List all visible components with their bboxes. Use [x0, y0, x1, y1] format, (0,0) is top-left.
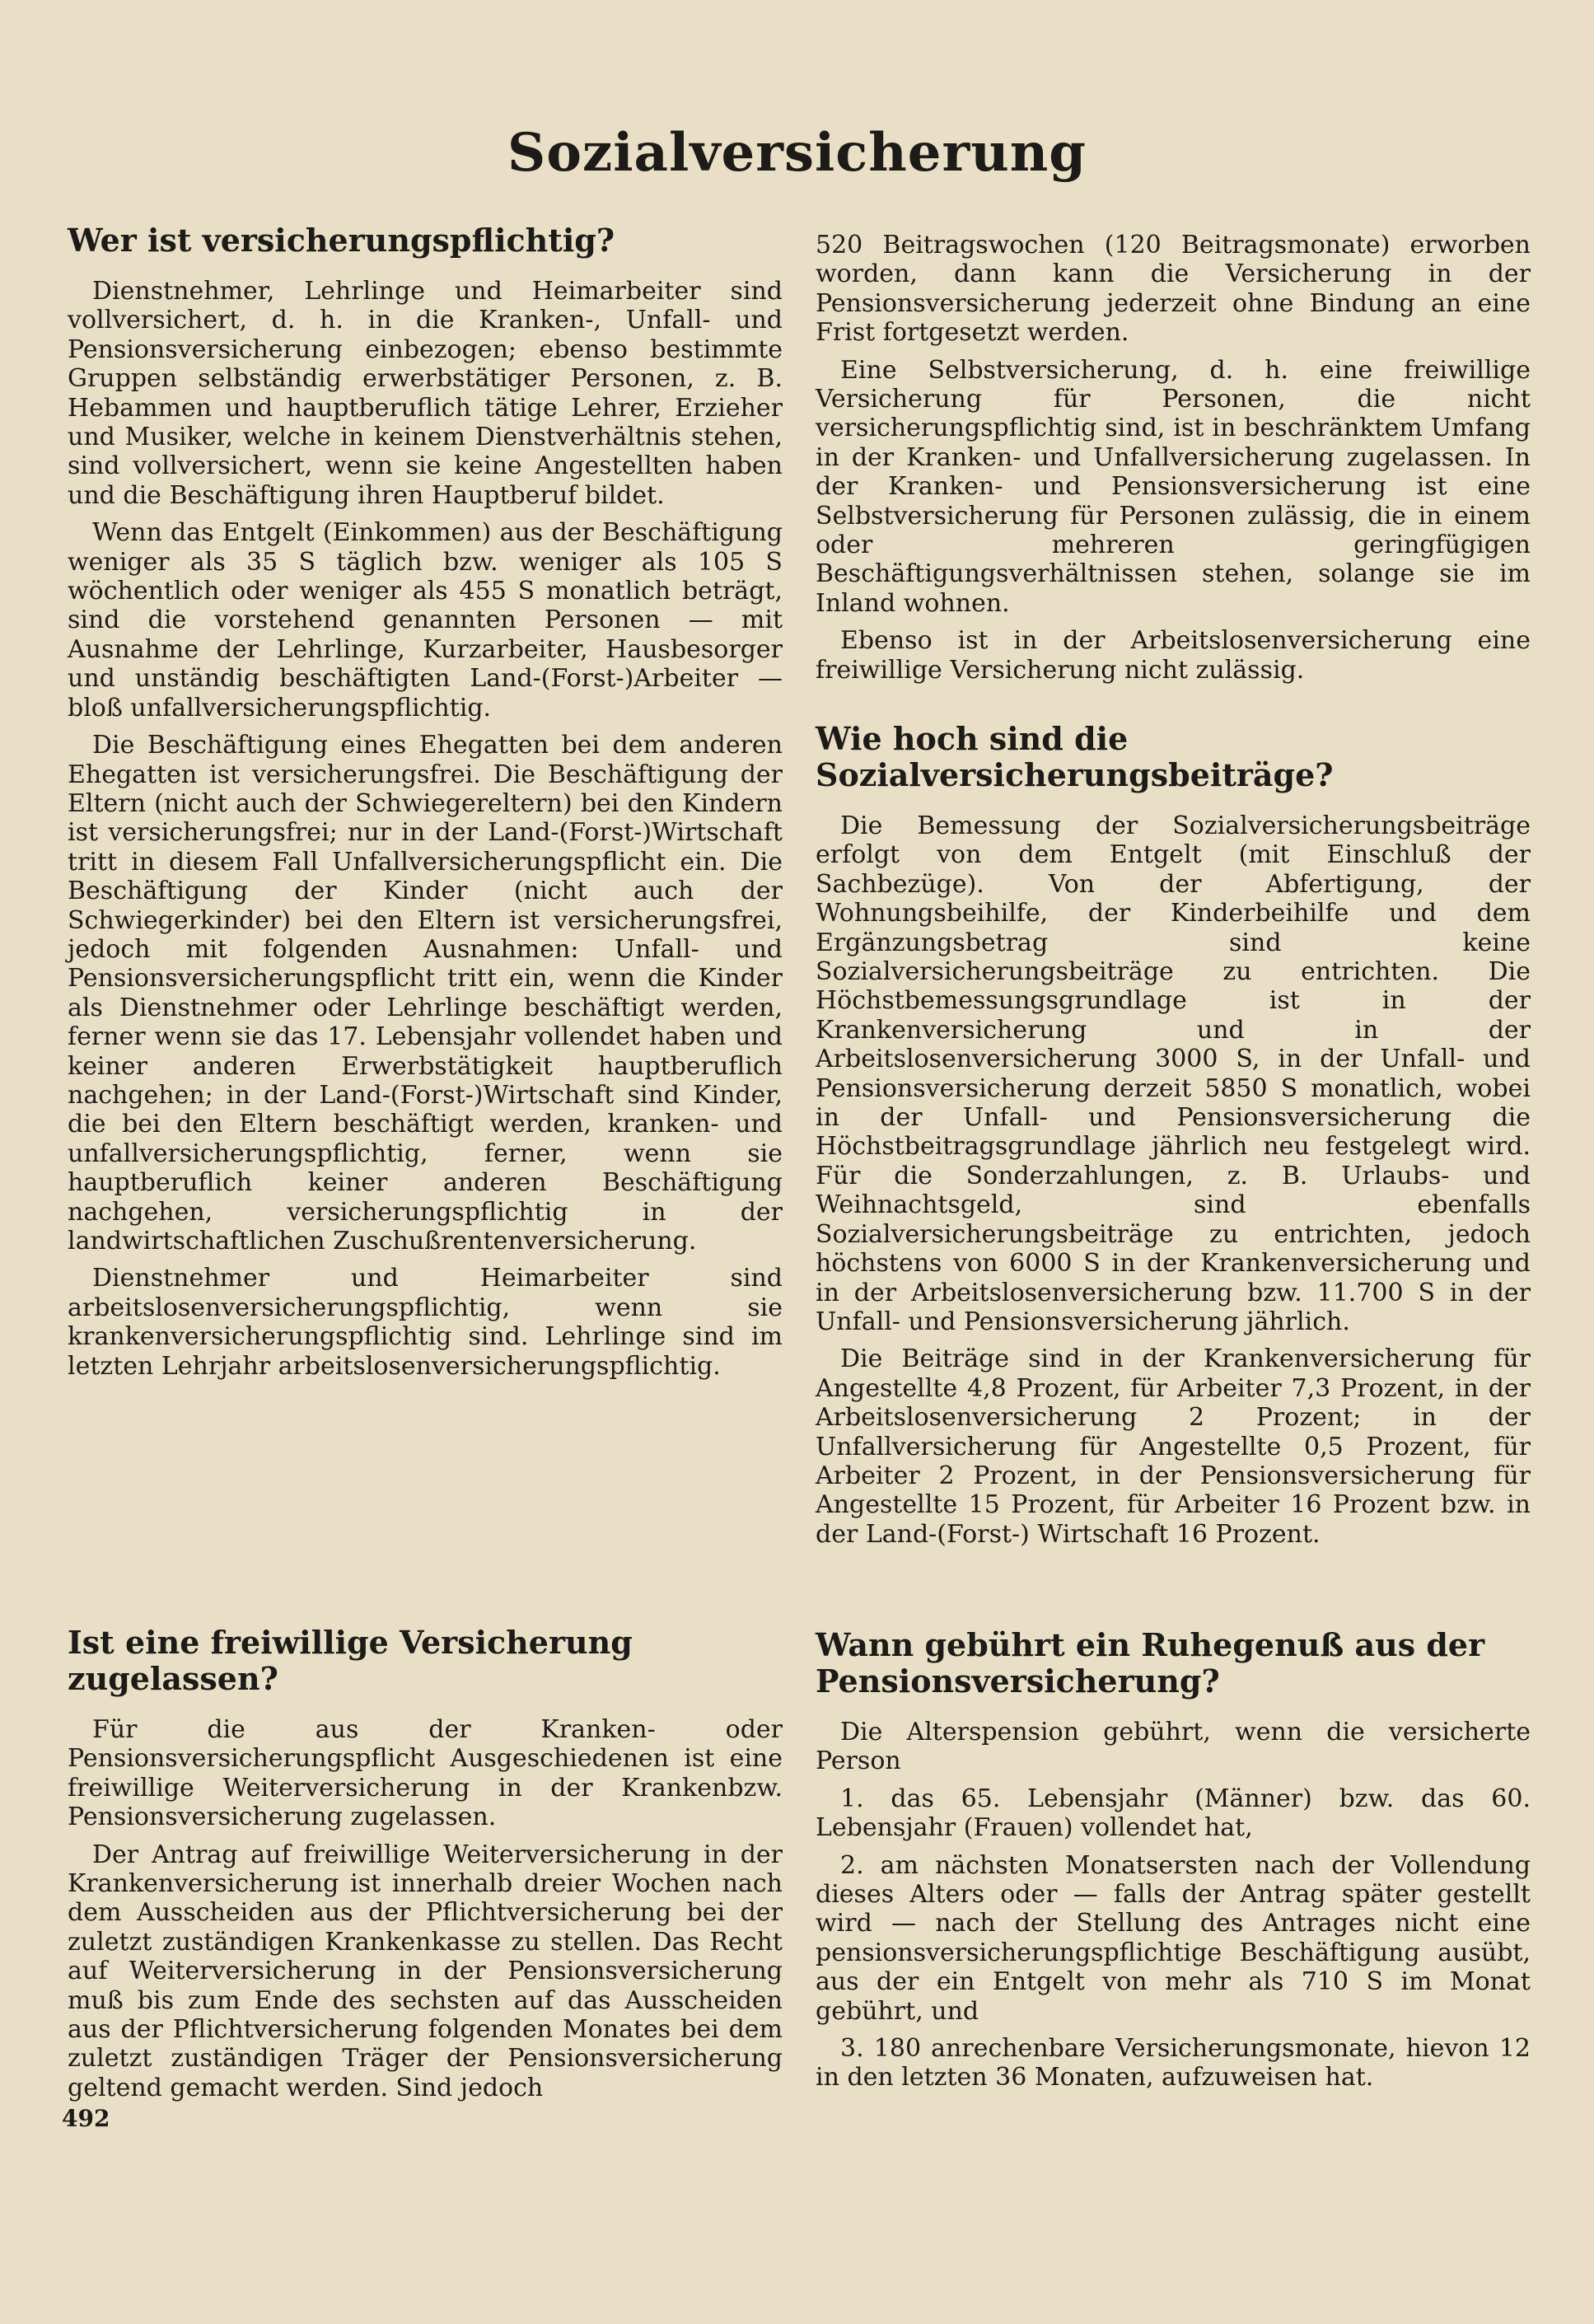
paragraph: 520 Beitragswochen (120 Beitragsmonate) erworben worden, dann kann die Versicherung in der Pensionsversicherung jederzeit ohne Bindung an eine Frist fortgesetzt werden. — [816, 231, 1531, 348]
paragraph: Für die aus der Kranken- oder Pensionsversicherungspflicht Ausgeschiedenen ist eine freiwillige Weiterversicherung in der Krankenbzw. Pensionsversicherung zugelassen. — [68, 1715, 783, 1832]
paragraph: Dienstnehmer, Lehrlinge und Heimarbeiter sind vollversichert, d. h. in die Kranken-, Unfall- und Pensionsversicherung einbezogen; ebenso bestimmte Gruppen selbständig erwerbstätiger Personen, z. B. Hebammen und hauptberuflich tätige Lehrer, Erzieher und Musiker, welche in keinem Dienstverhältnis stehen, sind vollversichert, wenn sie keine Angestellten haben und die Beschäftigung ihren Hauptberuf bildet. — [68, 277, 783, 510]
section-heading: Wer ist versicherungspflichtig? — [68, 222, 615, 259]
page-title: Sozialversicherung — [507, 122, 1087, 184]
section-beitraege — [816, 721, 1531, 1557]
paragraph: Eine Selbstversicherung, d. h. eine freiwillige Versicherung für Personen, die nicht versicherungspflichtig sind, ist in beschränktem Umfang in der Kranken- und Unfallversicherung zugelassen. In der Kranken- und Pensionsversicherung ist eine Selbstversicherung für Personen zulässig, die in einem oder mehreren geringfügigen Beschäftigungsverhältnissen stehen, solange sie im Inland wohnen. — [816, 355, 1531, 618]
paragraph: Die Bemessung der Sozialversicherungsbeiträge erfolgt von dem Entgelt (mit Einschluß der Sachbezüge). Von der Abfertigung, der Wohnungsbeihilfe, der Kinderbeihilfe und dem Ergänzungsbetrag sind keine Sozialversicherungsbeiträge zu entrichten. Die Höchstbemessungsgrundlage ist in der Krankenversicherung und in der Arbeitslosenversicherung 3000 S, in der Unfall- und Pensionsversicherung derzeit 5850 S monatlich, wobei in der Unfall- und Pensionsversicherung die Höchstbeitragsgrundlage jährlich neu festgelegt wird. Für die Sonderzahlungen, z. B. Urlaubs- und Weihnachtsgeld, sind ebenfalls Sozialversicherungsbeiträge zu entrichten, jedoch höchstens von 6000 S in der Krankenversicherung und in der Arbeitslosenversicherung bzw. 11.700 S in der Unfall- und Pensionsversicherung jährlich. — [816, 811, 1531, 1336]
paragraph: Die Beiträge sind in der Krankenversicherung für Angestellte 4,8 Prozent, für Arbeiter 7,3 Prozent, in der Arbeitslosenversicherung 2 Prozent; in der Unfallversicherung für Angestellte 0,5 Prozent, für Arbeiter 2 Prozent, in der Pensionsversicherung für Angestellte 15 Prozent, für Arbeiter 16 Prozent bzw. in der Land-(Forst-) Wirtschaft 16 Prozent. — [816, 1344, 1531, 1549]
paragraph: Die Beschäftigung eines Ehegatten bei dem anderen Ehegatten ist versicherungsfrei. Die Beschäftigung der Eltern (nicht auch der Schwiegereltern) bei den Kindern ist versicherungsfrei; nur in der Land-(Forst-)Wirtschaft tritt in diesem Fall Unfallversicherungspflicht ein. Die Beschäftigung der Kinder (nicht auch der Schwiegerkinder) bei den Eltern ist versicherungsfrei, jedoch mit folgenden Ausnahmen: Unfall- und Pensionsversicherungspflicht tritt ein, wenn die Kinder als Dienstnehmer oder Lehrlinge beschäftigt werden, ferner wenn sie das 17. Lebensjahr vollendet haben und keiner anderen Erwerbstätigkeit hauptberuflich nachgehen; in der Land-(Forst-)Wirtschaft sind Kinder, die bei den Eltern beschäftigt werden, kranken- und unfallversicherungspflichtig, ferner, wenn sie hauptberuflich keiner anderen Beschäftigung nachgehen, versicherungspflichtig in der landwirtschaftlichen Zuschußrentenversicherung. — [68, 731, 783, 1256]
paragraph: Die Alterspension gebührt, wenn die versicherte Person — [816, 1718, 1531, 1776]
paragraph: Der Antrag auf freiwillige Weiterversicherung in der Krankenversicherung ist innerhalb dreier Wochen nach dem Ausscheiden aus der Pflichtversicherung bei der zuletzt zuständigen Krankenkasse zu stellen. Das Recht auf Weiterversicherung in der Pensionsversicherung muß bis zum Ende des sechsten auf das Ausscheiden aus der Pflichtversicherung folgenden Monates bei dem zuletzt zuständigen Träger der Pensionsversicherung geltend gemacht werden. Sind jedoch — [68, 1840, 783, 2102]
section-ruhegenuss — [816, 1627, 1531, 2101]
list-item: 3. 180 anrechenbare Versicherungsmonate, hievon 12 in den letzten 36 Monaten, aufzuweisen hat. — [816, 2034, 1531, 2093]
list-item: 2. am nächsten Monatsersten nach der Vollendung dieses Alters oder — falls der Antrag später gestellt wird — nach der Stellung des Antrages nicht eine pensionsversicherungspflichtige Beschäftigung ausübt, aus der ein Entgelt von mehr als 710 S im Monat gebührt, und — [816, 1850, 1531, 2026]
section-heading: Wann gebührt ein Ruhegenuß aus der Pensionsversicherung? — [816, 1626, 1485, 1700]
paragraph: Wenn das Entgelt (Einkommen) aus der Beschäftigung weniger als 35 S täglich bzw. weniger als 105 S wöchentlich oder weniger als 455 S monatlich beträgt, sind die vorstehend genannten Personen — mit Ausnahme der Lehrlinge, Kurzarbeiter, Hausbesorger und unständig beschäftigten Land-(Forst-)Arbeiter — bloß unfallversicherungspflichtig. — [68, 518, 783, 722]
section-freiwillige-versicherung — [68, 1625, 783, 2111]
section-heading: Ist eine freiwillige Versicherung zugelassen? — [68, 1624, 633, 1697]
paragraph: Ebenso ist in der Arbeitslosenversicherung eine freiwillige Versicherung nicht zulässig. — [816, 626, 1531, 685]
section-versicherungspflicht — [68, 222, 783, 1389]
section-continuation — [816, 231, 1531, 693]
paragraph: Dienstnehmer und Heimarbeiter sind arbeitslosenversicherungspflichtig, wenn sie krankenversicherungspflichtig sind. Lehrlinge sind im letzten Lehrjahr arbeitslosenversicherungspflichtig. — [68, 1264, 783, 1381]
section-heading: Wie hoch sind die Sozialversicherungsbeiträge? — [816, 720, 1334, 793]
list-item: 1. das 65. Lebensjahr (Männer) bzw. das 60. Lebensjahr (Frauen) vollendet hat, — [816, 1784, 1531, 1843]
page-number: 492 — [62, 2105, 110, 2132]
